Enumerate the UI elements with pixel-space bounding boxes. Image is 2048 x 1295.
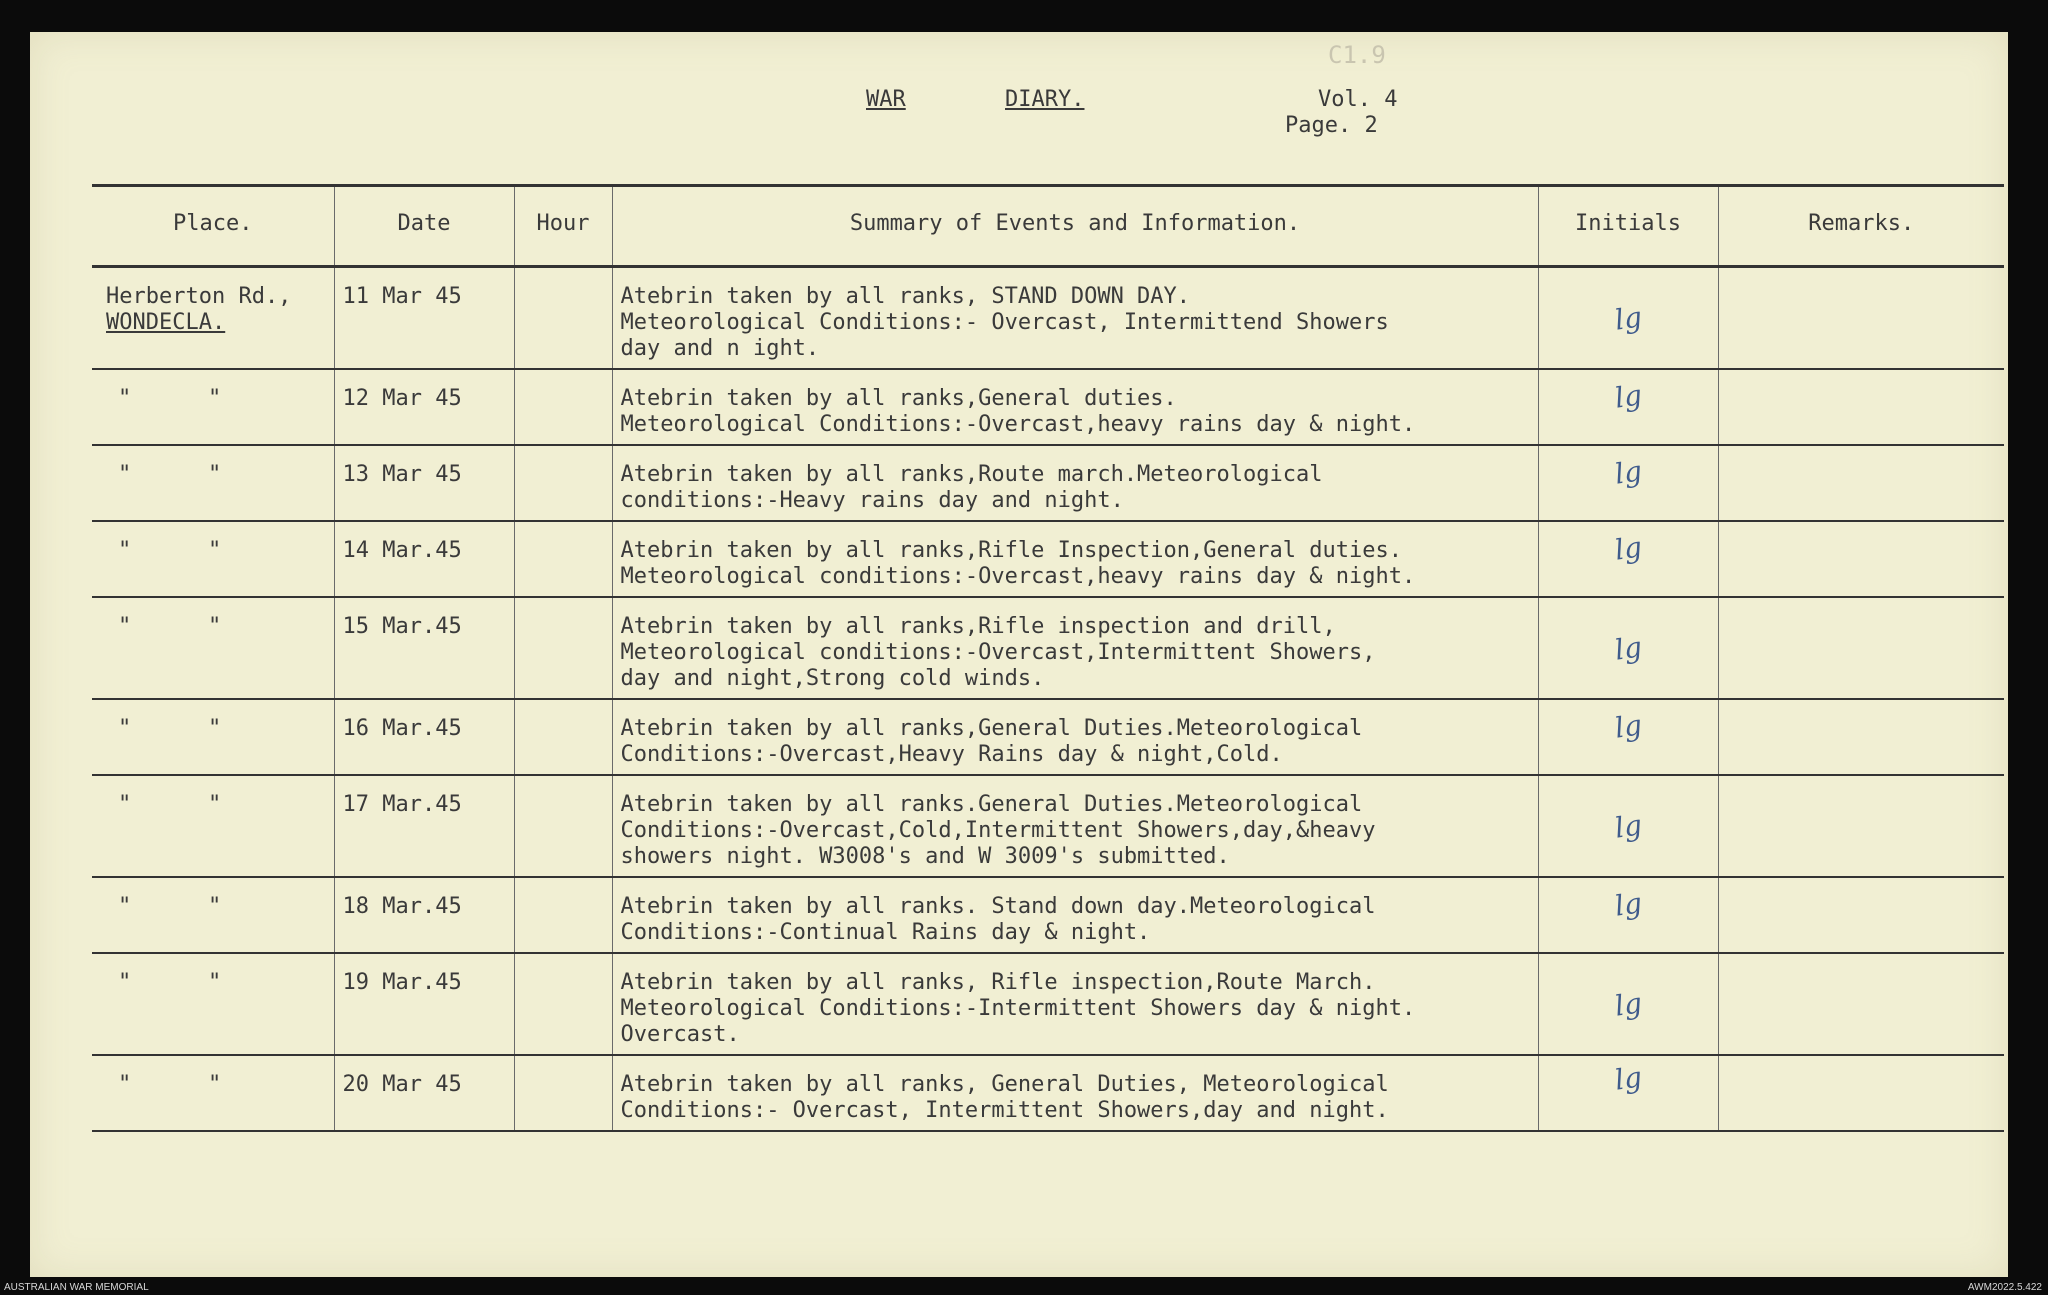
remarks-cell [1718,597,2004,699]
hour-cell [514,369,612,445]
date-cell [334,597,514,699]
initials-signature: lg [1612,300,1644,337]
war-diary-table [92,184,2004,1132]
date-text: 13 Mar 45 [342,462,462,487]
summary-cell [612,877,1538,953]
initials-signature: lg [1612,530,1644,567]
hour-cell [514,267,612,370]
initials-cell [1538,521,1718,597]
ditto-mark: " [118,1072,132,1097]
archive-reference: AWM2022.5.422 [1967,1282,2042,1293]
summary-line: Meteorological Conditions:-Intermittent Showers day & night. [620,996,1416,1021]
place-cell [92,267,334,370]
table-row [92,445,2004,521]
remarks-text [1719,446,2005,468]
summary-line: Atebrin taken by all ranks,General Duties.Meteorological [620,716,1363,741]
initials-signature: lg [1612,454,1644,491]
initials-cell [1538,597,1718,699]
place-cell [92,1055,334,1131]
initials-cell [1538,699,1718,775]
archive-credit: AUSTRALIAN WAR MEMORIAL [4,1282,149,1293]
table-row [92,267,2004,370]
pencil-annotation: C1.9 [1328,41,1386,69]
ditto-mark: " [118,792,132,817]
remarks-text [1719,268,2005,290]
hour-text [515,268,612,290]
ditto-mark: " [118,970,132,995]
initials-signature: lg [1612,808,1644,845]
summary-line: Atebrin taken by all ranks,Rifle Inspection,General duties. [620,538,1402,563]
summary-line: Atebrin taken by all ranks.General Duties.Meteorological [620,792,1363,817]
ditto-mark: " [118,462,132,487]
column-header-summary: Summary of Events and Information. [612,186,1538,267]
remarks-cell [1718,445,2004,521]
summary-line: Atebrin taken by all ranks, STAND DOWN DAY. [620,284,1191,309]
initials-cell [1538,775,1718,877]
initials-signature: lg [1612,986,1644,1023]
date-text: 17 Mar.45 [342,792,462,817]
hour-text [515,954,612,976]
remarks-text [1719,598,2005,620]
remarks-text [1719,878,2005,900]
hour-text [515,700,612,722]
hour-cell [514,597,612,699]
volume-number: Vol. 4 [1318,87,1398,112]
remarks-cell [1718,521,2004,597]
ditto-mark: " [208,894,222,919]
summary-line: Meteorological Conditions:-Overcast,heavy rains day & night. [620,412,1416,437]
table-row [92,699,2004,775]
table-row [92,775,2004,877]
ditto-mark: " [208,716,222,741]
date-cell [334,953,514,1055]
remarks-text [1719,370,2005,392]
title-diary: DIARY. [1005,87,1085,112]
summary-line: Conditions:- Overcast, Intermittent Showers,day and night. [620,1098,1389,1123]
table-row [92,597,2004,699]
initials-cell [1538,877,1718,953]
date-text: 20 Mar 45 [342,1072,462,1097]
initials-cell [1538,369,1718,445]
ditto-mark: " [208,970,222,995]
summary-line: conditions:-Heavy rains day and night. [620,488,1124,513]
remarks-cell [1718,699,2004,775]
date-text: 18 Mar.45 [342,894,462,919]
initials-signature: lg [1612,378,1644,415]
hour-cell [514,521,612,597]
date-cell [334,369,514,445]
initials-signature: lg [1612,1060,1644,1097]
summary-line: Meteorological conditions:-Overcast,Intermittent Showers, [620,640,1376,665]
summary-line: day and night,Strong cold winds. [620,666,1045,691]
initials-cell [1538,1055,1718,1131]
summary-line: Conditions:-Continual Rains day & night. [620,920,1151,945]
hour-cell [514,699,612,775]
hour-text [515,598,612,620]
hour-cell [514,1055,612,1131]
remarks-text [1719,1056,2005,1078]
remarks-text [1719,954,2005,976]
date-cell [334,775,514,877]
place-line: Herberton Rd., [106,284,292,309]
summary-line: Overcast. [620,1022,740,1047]
summary-line: Conditions:-Overcast,Heavy Rains day & night,Cold. [620,742,1283,767]
remarks-cell [1718,953,2004,1055]
date-cell [334,445,514,521]
date-cell [334,521,514,597]
place-line [106,310,326,336]
ditto-mark: " [118,614,132,639]
initials-signature: lg [1612,708,1644,745]
hour-text [515,446,612,468]
remarks-text [1719,776,2005,798]
date-text: 12 Mar 45 [342,386,462,411]
place-cell [92,953,334,1055]
initials-cell [1538,267,1718,370]
date-cell [334,267,514,370]
table-header-row [92,186,2004,267]
document-sheet [30,32,2008,1277]
hour-text [515,522,612,544]
table-row [92,953,2004,1055]
ditto-mark: " [118,894,132,919]
summary-line: Atebrin taken by all ranks,Route march.Meteorological [620,462,1323,487]
hour-text [515,1056,612,1078]
place-cell [92,877,334,953]
summary-cell [612,597,1538,699]
ditto-mark: " [208,1072,222,1097]
hour-text [515,776,612,798]
hour-cell [514,775,612,877]
column-header-place: Place. [173,211,253,236]
summary-line: day and n ight. [620,336,820,361]
summary-line: Atebrin taken by all ranks. Stand down day.Meteorological [620,894,1376,919]
place-cell [92,775,334,877]
hour-cell [514,445,612,521]
remarks-cell [1718,877,2004,953]
summary-line: Meteorological Conditions:- Overcast, Intermittend Showers [620,310,1389,335]
place-cell [92,699,334,775]
hour-cell [514,877,612,953]
table-row [92,1055,2004,1131]
ditto-mark: " [118,716,132,741]
table-row [92,369,2004,445]
date-cell [334,699,514,775]
summary-cell [612,1055,1538,1131]
remarks-cell [1718,267,2004,370]
column-header-remarks: Remarks. [1718,186,2004,267]
date-cell [334,877,514,953]
date-text: 11 Mar 45 [342,284,462,309]
place-cell [92,597,334,699]
summary-line: showers night. W3008's and W 3009's submitted. [620,844,1230,869]
ditto-mark: " [208,538,222,563]
ditto-mark: " [118,538,132,563]
summary-cell [612,369,1538,445]
date-cell [334,1055,514,1131]
ditto-mark: " [208,792,222,817]
summary-line: Atebrin taken by all ranks, General Duties, Meteorological [620,1072,1389,1097]
remarks-cell [1718,1055,2004,1131]
summary-line: Atebrin taken by all ranks,General duties. [620,386,1177,411]
table-row [92,521,2004,597]
date-text: 19 Mar.45 [342,970,462,995]
place-cell [92,521,334,597]
summary-line: Conditions:-Overcast,Cold,Intermittent Showers,day,&heavy [620,818,1376,843]
column-header-initials: Initials [1538,186,1718,267]
place-name: WONDECLA. [106,310,226,335]
ditto-mark: " [208,462,222,487]
remarks-text [1719,700,2005,722]
hour-text [515,370,612,392]
column-header-date: Date [334,186,514,267]
ditto-mark: " [118,386,132,411]
ditto-mark: " [208,614,222,639]
date-text: 15 Mar.45 [342,614,462,639]
summary-cell [612,953,1538,1055]
hour-cell [514,953,612,1055]
table-row [92,877,2004,953]
summary-line: Meteorological conditions:-Overcast,heavy rains day & night. [620,564,1416,589]
date-text: 14 Mar.45 [342,538,462,563]
remarks-cell [1718,369,2004,445]
summary-cell [612,445,1538,521]
initials-signature: lg [1612,886,1644,923]
remarks-text [1719,522,2005,544]
initials-signature: lg [1612,630,1644,667]
hour-text [515,878,612,900]
initials-cell [1538,445,1718,521]
remarks-cell [1718,775,2004,877]
column-header-hour: Hour [514,186,612,267]
summary-line: Atebrin taken by all ranks, Rifle inspection,Route March. [620,970,1376,995]
summary-cell [612,775,1538,877]
place-cell [92,445,334,521]
summary-line: Atebrin taken by all ranks,Rifle inspection and drill, [620,614,1336,639]
summary-cell [612,521,1538,597]
page-number: Page. 2 [1285,113,1378,138]
summary-cell [612,267,1538,370]
initials-cell [1538,953,1718,1055]
date-text: 16 Mar.45 [342,716,462,741]
summary-cell [612,699,1538,775]
place-cell [92,369,334,445]
ditto-mark: " [208,386,222,411]
title-war: WAR [866,87,906,112]
